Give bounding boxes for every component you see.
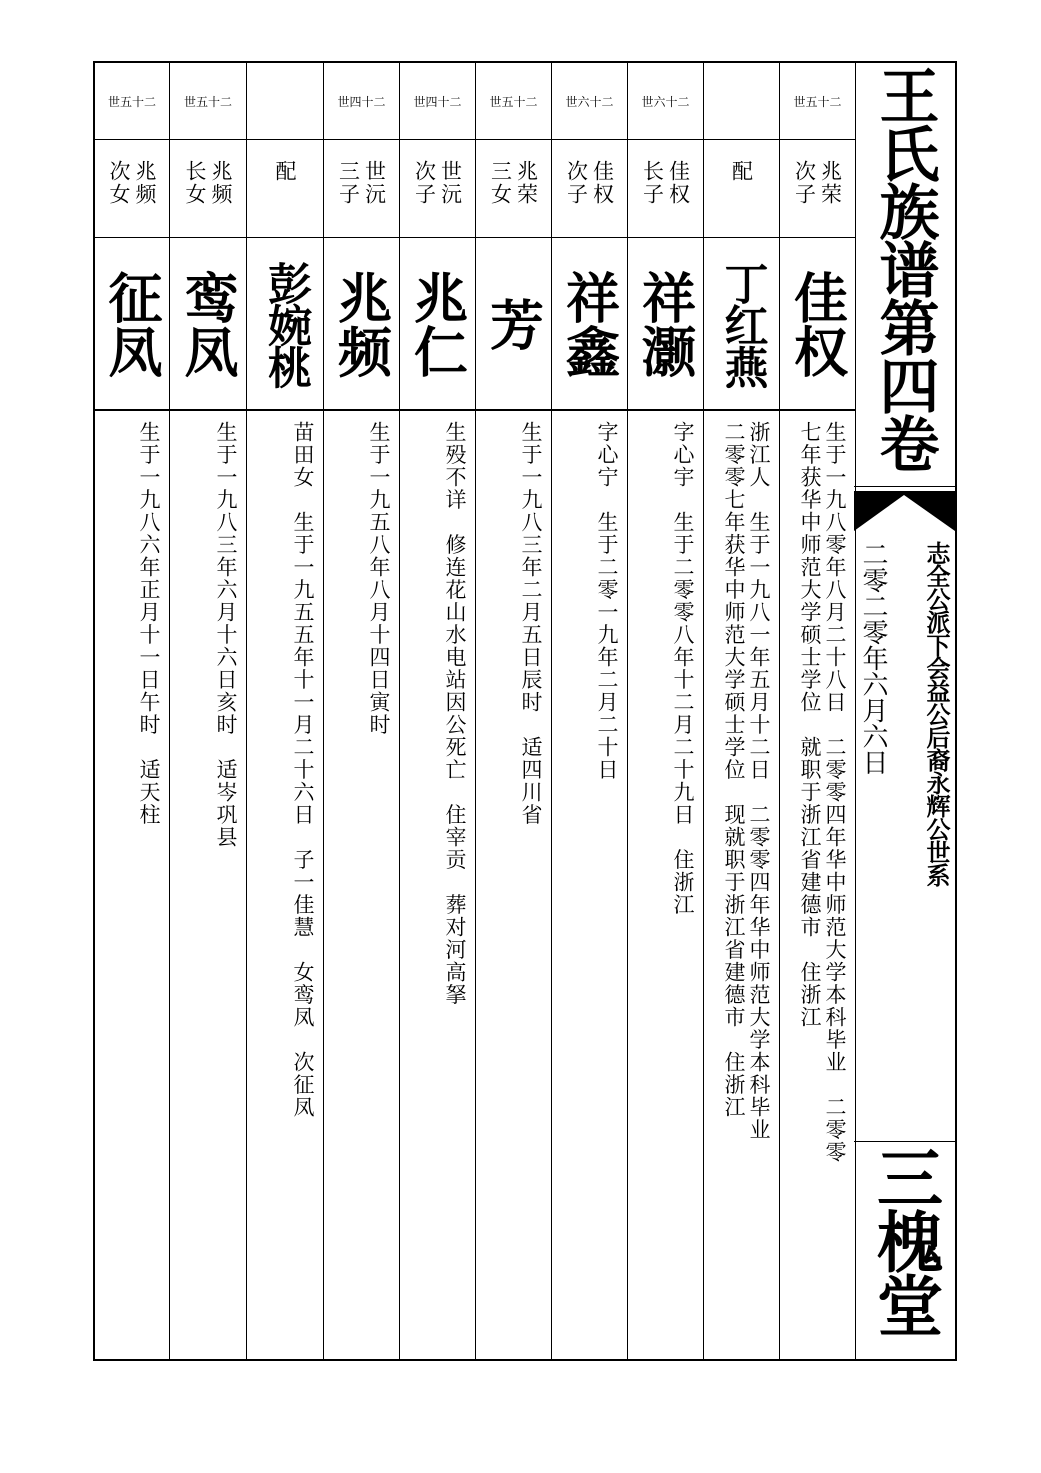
relation-text: 世沅 三子 [336, 160, 387, 206]
name-cell [552, 238, 627, 411]
person-name: 兆频 [329, 269, 394, 378]
biography-text: 生于一九八三年六月十六日亥时 适岑巩县 [214, 421, 238, 849]
biography-text: 生于一九八三年二月五日辰时 适四川省 [519, 421, 543, 826]
biography-cell [628, 411, 703, 1361]
name-cell [628, 238, 703, 411]
fishtail-mark [854, 491, 955, 531]
person-name: 征凤 [100, 269, 164, 378]
relation-text: 兆频 次女 [107, 160, 157, 206]
generation-label: 世五十二 [170, 63, 246, 140]
name-cell [324, 238, 399, 411]
generation-label: 世四十二 [324, 63, 399, 140]
relation-text: 兆荣 三女 [488, 160, 539, 206]
relation-cell [400, 140, 475, 238]
name-cell [247, 238, 323, 411]
relation-text: 佳权 次子 [564, 160, 615, 206]
person-name: 彭婉桃 [260, 260, 311, 387]
biography-cell [780, 411, 855, 1361]
entry-column [628, 63, 704, 1359]
entry-column [400, 63, 476, 1359]
entry-column [780, 63, 856, 1359]
biography-text: 浙江人 生于一九八一年五月十二日 二零零四年华中师范大学本科毕业 二零零七年获华中师范大学硕士学位 现就职于浙江省建德市 住浙江 [722, 421, 771, 1141]
generation-label: 世五十二 [476, 63, 551, 140]
book-title: 王氏族谱第四卷 [869, 65, 940, 471]
person-name: 祥灏 [633, 269, 698, 378]
book-title-cell [854, 63, 955, 486]
generation-label [704, 63, 779, 140]
lineage-subtitle: 志全公派下会益公后裔永辉公世系 [922, 541, 951, 886]
biography-text: 生于一九八零年八月二十八日 二零零四年华中师范大学本科毕业 二零零 七年获华中师范大学硕士学位 就职于浙江省建德市 住浙江 [798, 421, 847, 1164]
header-panel [854, 63, 955, 1359]
biography-cell [400, 411, 475, 1361]
generation-label: 世五十二 [780, 63, 855, 140]
person-name: 芳 [481, 296, 546, 351]
relation-cell [170, 140, 246, 238]
relation-text: 配 [273, 160, 297, 183]
entry-column [476, 63, 552, 1359]
person-name: 丁红燕 [716, 260, 768, 387]
biography-cell [170, 411, 246, 1361]
compile-date: 二零二零年六月六日 [858, 541, 888, 775]
relation-text: 世沅 次子 [412, 160, 463, 206]
biography-text: 生于一九五八年八月十四日寅时 [367, 421, 391, 736]
name-cell [400, 238, 475, 411]
relation-cell [476, 140, 551, 238]
hall-name: 三槐堂 [865, 1144, 944, 1336]
name-cell [476, 238, 551, 411]
relation-text: 兆荣 次子 [792, 160, 843, 206]
biography-cell [552, 411, 627, 1361]
relation-cell [247, 140, 323, 238]
name-cell [95, 238, 169, 411]
generation-label: 世四十二 [400, 63, 475, 140]
relation-text: 配 [729, 160, 754, 183]
generation-label: 世六十二 [552, 63, 627, 140]
relation-text: 兆频 长女 [183, 160, 233, 206]
name-cell [170, 238, 246, 411]
entry-column [552, 63, 628, 1359]
biography-cell [247, 411, 323, 1361]
biography-text: 生于一九八六年正月十一日午时 适天柱 [137, 421, 161, 826]
entry-column [324, 63, 400, 1359]
relation-cell [704, 140, 779, 238]
biography-cell [476, 411, 551, 1361]
biography-cell [324, 411, 399, 1361]
person-name: 兆仁 [405, 269, 470, 378]
biography-cell [95, 411, 169, 1361]
relation-text: 佳权 长子 [640, 160, 691, 206]
relation-cell [552, 140, 627, 238]
entry-column [704, 63, 780, 1359]
entry-column [170, 63, 247, 1359]
person-name: 祥鑫 [557, 269, 622, 378]
person-name: 佳权 [785, 269, 850, 378]
person-name: 鸾凤 [176, 269, 240, 378]
relation-cell [628, 140, 703, 238]
entry-column [247, 63, 324, 1359]
name-cell [780, 238, 855, 411]
biography-text: 生殁不详 修连花山水电站因公死亡 住宰贡 葬对河高拏 [443, 421, 467, 1006]
entry-column [95, 63, 170, 1359]
relation-cell [324, 140, 399, 238]
biography-cell [704, 411, 779, 1361]
relation-cell [95, 140, 169, 238]
genealogy-page [93, 61, 957, 1361]
hall-name-cell [854, 1141, 955, 1363]
generation-label [247, 63, 323, 140]
name-cell [704, 238, 779, 411]
generation-label: 世五十二 [95, 63, 169, 140]
biography-text: 苗田女 生于一九五五年十一月二十六日 子一佳慧 女鸾凤 次征凤 [291, 421, 315, 1119]
fishtail-divider [854, 486, 955, 490]
biography-text: 字心宁 生于二零一九年二月二十日 [595, 421, 619, 781]
biography-text: 字心宇 生于二零零八年十二月二十九日 住浙江 [671, 421, 695, 916]
relation-cell [780, 140, 855, 238]
generation-label: 世六十二 [628, 63, 703, 140]
